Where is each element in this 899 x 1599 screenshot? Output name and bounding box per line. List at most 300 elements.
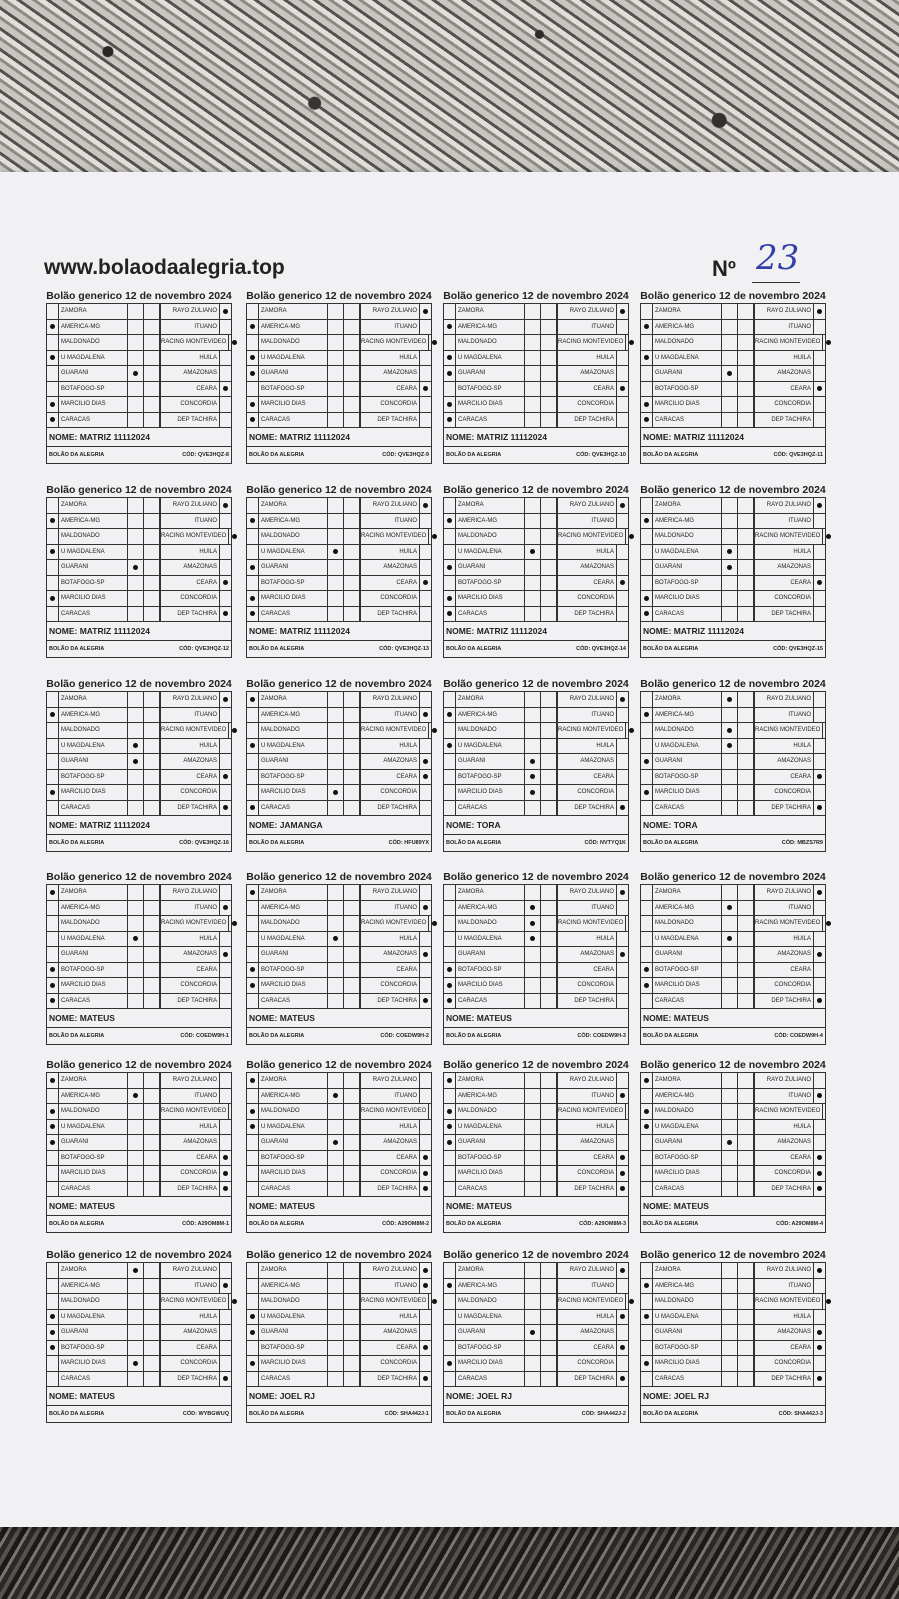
away-pick-cell[interactable] xyxy=(814,1089,825,1104)
home-pick-cell[interactable] xyxy=(444,1089,455,1104)
away-pick-cell[interactable] xyxy=(220,320,231,335)
draw-pick-cell[interactable] xyxy=(525,1279,541,1294)
draw-pick-cell[interactable] xyxy=(525,994,541,1009)
draw-pick-cell[interactable] xyxy=(328,916,344,931)
home-pick-cell[interactable] xyxy=(47,963,58,978)
home-pick-cell[interactable] xyxy=(247,770,258,785)
draw-pick-cell[interactable] xyxy=(328,366,344,381)
home-pick-cell[interactable] xyxy=(47,754,58,769)
draw-pick-cell[interactable] xyxy=(722,708,738,723)
away-pick-cell[interactable] xyxy=(220,885,231,900)
away-pick-cell[interactable] xyxy=(814,1151,825,1166)
away-pick-cell[interactable] xyxy=(617,1073,628,1088)
draw-pick-cell[interactable] xyxy=(328,1073,344,1088)
draw-pick-cell[interactable] xyxy=(128,413,144,428)
home-pick-cell[interactable] xyxy=(47,739,58,754)
away-pick-cell[interactable] xyxy=(429,1104,440,1119)
draw-pick-cell[interactable] xyxy=(722,1325,738,1340)
home-pick-cell[interactable] xyxy=(247,1089,258,1104)
draw-pick-cell[interactable] xyxy=(722,366,738,381)
away-pick-cell[interactable] xyxy=(617,413,628,428)
draw-pick-cell[interactable] xyxy=(525,366,541,381)
away-pick-cell[interactable] xyxy=(814,320,825,335)
draw-pick-cell[interactable] xyxy=(128,304,144,319)
home-pick-cell[interactable] xyxy=(444,320,455,335)
away-pick-cell[interactable] xyxy=(220,978,231,993)
home-pick-cell[interactable] xyxy=(47,397,58,412)
away-pick-cell[interactable] xyxy=(626,1104,637,1119)
draw-pick-cell[interactable] xyxy=(722,692,738,707)
home-pick-cell[interactable] xyxy=(47,801,58,816)
draw-pick-cell[interactable] xyxy=(722,994,738,1009)
away-pick-cell[interactable] xyxy=(220,1356,231,1371)
draw-pick-cell[interactable] xyxy=(328,978,344,993)
away-pick-cell[interactable] xyxy=(617,963,628,978)
home-pick-cell[interactable] xyxy=(641,366,652,381)
away-pick-cell[interactable] xyxy=(617,754,628,769)
home-pick-cell[interactable] xyxy=(247,739,258,754)
draw-pick-cell[interactable] xyxy=(525,591,541,606)
draw-pick-cell[interactable] xyxy=(128,514,144,529)
home-pick-cell[interactable] xyxy=(641,351,652,366)
away-pick-cell[interactable] xyxy=(617,932,628,947)
away-pick-cell[interactable] xyxy=(617,382,628,397)
home-pick-cell[interactable] xyxy=(247,1356,258,1371)
draw-pick-cell[interactable] xyxy=(128,1294,144,1309)
home-pick-cell[interactable] xyxy=(641,320,652,335)
draw-pick-cell[interactable] xyxy=(525,413,541,428)
away-pick-cell[interactable] xyxy=(220,963,231,978)
away-pick-cell[interactable] xyxy=(814,1279,825,1294)
draw-pick-cell[interactable] xyxy=(328,801,344,816)
draw-pick-cell[interactable] xyxy=(128,397,144,412)
home-pick-cell[interactable] xyxy=(247,304,258,319)
draw-pick-cell[interactable] xyxy=(525,560,541,575)
away-pick-cell[interactable] xyxy=(814,413,825,428)
away-pick-cell[interactable] xyxy=(429,1294,440,1309)
draw-pick-cell[interactable] xyxy=(128,1263,144,1278)
away-pick-cell[interactable] xyxy=(420,885,431,900)
away-pick-cell[interactable] xyxy=(229,916,240,931)
away-pick-cell[interactable] xyxy=(220,397,231,412)
home-pick-cell[interactable] xyxy=(641,607,652,622)
draw-pick-cell[interactable] xyxy=(328,335,344,350)
draw-pick-cell[interactable] xyxy=(525,708,541,723)
away-pick-cell[interactable] xyxy=(420,692,431,707)
away-pick-cell[interactable] xyxy=(429,723,440,738)
home-pick-cell[interactable] xyxy=(444,723,455,738)
away-pick-cell[interactable] xyxy=(420,1166,431,1181)
draw-pick-cell[interactable] xyxy=(525,529,541,544)
draw-pick-cell[interactable] xyxy=(328,1089,344,1104)
away-pick-cell[interactable] xyxy=(617,591,628,606)
away-pick-cell[interactable] xyxy=(814,978,825,993)
draw-pick-cell[interactable] xyxy=(722,770,738,785)
home-pick-cell[interactable] xyxy=(641,1166,652,1181)
draw-pick-cell[interactable] xyxy=(128,932,144,947)
away-pick-cell[interactable] xyxy=(814,1325,825,1340)
draw-pick-cell[interactable] xyxy=(722,1356,738,1371)
away-pick-cell[interactable] xyxy=(220,514,231,529)
home-pick-cell[interactable] xyxy=(247,498,258,513)
draw-pick-cell[interactable] xyxy=(328,413,344,428)
draw-pick-cell[interactable] xyxy=(128,770,144,785)
home-pick-cell[interactable] xyxy=(47,916,58,931)
away-pick-cell[interactable] xyxy=(429,916,440,931)
draw-pick-cell[interactable] xyxy=(128,498,144,513)
home-pick-cell[interactable] xyxy=(444,978,455,993)
home-pick-cell[interactable] xyxy=(444,576,455,591)
away-pick-cell[interactable] xyxy=(420,901,431,916)
away-pick-cell[interactable] xyxy=(420,978,431,993)
draw-pick-cell[interactable] xyxy=(722,932,738,947)
away-pick-cell[interactable] xyxy=(220,1073,231,1088)
away-pick-cell[interactable] xyxy=(626,1294,637,1309)
away-pick-cell[interactable] xyxy=(617,1341,628,1356)
away-pick-cell[interactable] xyxy=(617,885,628,900)
home-pick-cell[interactable] xyxy=(444,607,455,622)
away-pick-cell[interactable] xyxy=(220,560,231,575)
home-pick-cell[interactable] xyxy=(641,1089,652,1104)
home-pick-cell[interactable] xyxy=(247,1310,258,1325)
home-pick-cell[interactable] xyxy=(47,1104,58,1119)
away-pick-cell[interactable] xyxy=(617,1310,628,1325)
home-pick-cell[interactable] xyxy=(444,1151,455,1166)
away-pick-cell[interactable] xyxy=(220,754,231,769)
home-pick-cell[interactable] xyxy=(47,770,58,785)
away-pick-cell[interactable] xyxy=(420,770,431,785)
draw-pick-cell[interactable] xyxy=(128,947,144,962)
home-pick-cell[interactable] xyxy=(444,1356,455,1371)
draw-pick-cell[interactable] xyxy=(722,947,738,962)
away-pick-cell[interactable] xyxy=(220,366,231,381)
draw-pick-cell[interactable] xyxy=(128,1120,144,1135)
home-pick-cell[interactable] xyxy=(641,514,652,529)
draw-pick-cell[interactable] xyxy=(722,413,738,428)
away-pick-cell[interactable] xyxy=(220,1310,231,1325)
away-pick-cell[interactable] xyxy=(220,576,231,591)
draw-pick-cell[interactable] xyxy=(328,560,344,575)
home-pick-cell[interactable] xyxy=(47,351,58,366)
draw-pick-cell[interactable] xyxy=(525,1356,541,1371)
home-pick-cell[interactable] xyxy=(641,1073,652,1088)
away-pick-cell[interactable] xyxy=(220,545,231,560)
home-pick-cell[interactable] xyxy=(444,529,455,544)
away-pick-cell[interactable] xyxy=(814,932,825,947)
home-pick-cell[interactable] xyxy=(444,1120,455,1135)
draw-pick-cell[interactable] xyxy=(525,1104,541,1119)
home-pick-cell[interactable] xyxy=(444,351,455,366)
home-pick-cell[interactable] xyxy=(247,1135,258,1150)
draw-pick-cell[interactable] xyxy=(722,304,738,319)
draw-pick-cell[interactable] xyxy=(525,304,541,319)
away-pick-cell[interactable] xyxy=(229,723,240,738)
away-pick-cell[interactable] xyxy=(617,1279,628,1294)
home-pick-cell[interactable] xyxy=(444,901,455,916)
away-pick-cell[interactable] xyxy=(617,560,628,575)
draw-pick-cell[interactable] xyxy=(128,1166,144,1181)
home-pick-cell[interactable] xyxy=(247,754,258,769)
draw-pick-cell[interactable] xyxy=(722,382,738,397)
away-pick-cell[interactable] xyxy=(814,545,825,560)
away-pick-cell[interactable] xyxy=(814,1073,825,1088)
draw-pick-cell[interactable] xyxy=(525,901,541,916)
away-pick-cell[interactable] xyxy=(814,498,825,513)
away-pick-cell[interactable] xyxy=(220,1166,231,1181)
draw-pick-cell[interactable] xyxy=(328,885,344,900)
draw-pick-cell[interactable] xyxy=(128,1104,144,1119)
draw-pick-cell[interactable] xyxy=(328,692,344,707)
draw-pick-cell[interactable] xyxy=(328,1182,344,1197)
home-pick-cell[interactable] xyxy=(247,545,258,560)
away-pick-cell[interactable] xyxy=(220,1263,231,1278)
draw-pick-cell[interactable] xyxy=(328,397,344,412)
home-pick-cell[interactable] xyxy=(641,708,652,723)
home-pick-cell[interactable] xyxy=(641,498,652,513)
home-pick-cell[interactable] xyxy=(47,708,58,723)
away-pick-cell[interactable] xyxy=(420,1341,431,1356)
away-pick-cell[interactable] xyxy=(229,335,240,350)
home-pick-cell[interactable] xyxy=(444,801,455,816)
draw-pick-cell[interactable] xyxy=(722,978,738,993)
home-pick-cell[interactable] xyxy=(47,560,58,575)
away-pick-cell[interactable] xyxy=(420,576,431,591)
draw-pick-cell[interactable] xyxy=(722,1341,738,1356)
away-pick-cell[interactable] xyxy=(814,1356,825,1371)
home-pick-cell[interactable] xyxy=(641,947,652,962)
draw-pick-cell[interactable] xyxy=(525,1151,541,1166)
away-pick-cell[interactable] xyxy=(814,351,825,366)
away-pick-cell[interactable] xyxy=(814,560,825,575)
draw-pick-cell[interactable] xyxy=(525,692,541,707)
away-pick-cell[interactable] xyxy=(617,576,628,591)
home-pick-cell[interactable] xyxy=(247,1341,258,1356)
home-pick-cell[interactable] xyxy=(47,529,58,544)
away-pick-cell[interactable] xyxy=(420,320,431,335)
home-pick-cell[interactable] xyxy=(641,1372,652,1387)
away-pick-cell[interactable] xyxy=(420,413,431,428)
away-pick-cell[interactable] xyxy=(814,801,825,816)
draw-pick-cell[interactable] xyxy=(525,1135,541,1150)
away-pick-cell[interactable] xyxy=(229,529,240,544)
draw-pick-cell[interactable] xyxy=(525,607,541,622)
away-pick-cell[interactable] xyxy=(220,382,231,397)
away-pick-cell[interactable] xyxy=(617,498,628,513)
draw-pick-cell[interactable] xyxy=(128,723,144,738)
home-pick-cell[interactable] xyxy=(444,708,455,723)
home-pick-cell[interactable] xyxy=(641,591,652,606)
home-pick-cell[interactable] xyxy=(47,785,58,800)
draw-pick-cell[interactable] xyxy=(525,770,541,785)
away-pick-cell[interactable] xyxy=(420,1151,431,1166)
home-pick-cell[interactable] xyxy=(247,382,258,397)
draw-pick-cell[interactable] xyxy=(328,1166,344,1181)
home-pick-cell[interactable] xyxy=(47,1310,58,1325)
home-pick-cell[interactable] xyxy=(444,947,455,962)
home-pick-cell[interactable] xyxy=(47,591,58,606)
draw-pick-cell[interactable] xyxy=(128,754,144,769)
draw-pick-cell[interactable] xyxy=(722,1089,738,1104)
away-pick-cell[interactable] xyxy=(220,1325,231,1340)
home-pick-cell[interactable] xyxy=(247,560,258,575)
away-pick-cell[interactable] xyxy=(420,304,431,319)
home-pick-cell[interactable] xyxy=(47,947,58,962)
home-pick-cell[interactable] xyxy=(247,978,258,993)
away-pick-cell[interactable] xyxy=(220,413,231,428)
home-pick-cell[interactable] xyxy=(247,708,258,723)
away-pick-cell[interactable] xyxy=(823,1294,834,1309)
home-pick-cell[interactable] xyxy=(444,1372,455,1387)
home-pick-cell[interactable] xyxy=(247,320,258,335)
away-pick-cell[interactable] xyxy=(814,514,825,529)
away-pick-cell[interactable] xyxy=(617,607,628,622)
away-pick-cell[interactable] xyxy=(626,916,637,931)
home-pick-cell[interactable] xyxy=(641,1120,652,1135)
home-pick-cell[interactable] xyxy=(444,1279,455,1294)
home-pick-cell[interactable] xyxy=(641,754,652,769)
draw-pick-cell[interactable] xyxy=(722,607,738,622)
home-pick-cell[interactable] xyxy=(444,1104,455,1119)
away-pick-cell[interactable] xyxy=(823,529,834,544)
draw-pick-cell[interactable] xyxy=(722,901,738,916)
home-pick-cell[interactable] xyxy=(247,916,258,931)
draw-pick-cell[interactable] xyxy=(525,1310,541,1325)
home-pick-cell[interactable] xyxy=(247,885,258,900)
draw-pick-cell[interactable] xyxy=(328,723,344,738)
away-pick-cell[interactable] xyxy=(220,498,231,513)
away-pick-cell[interactable] xyxy=(220,591,231,606)
away-pick-cell[interactable] xyxy=(420,1279,431,1294)
draw-pick-cell[interactable] xyxy=(128,1073,144,1088)
away-pick-cell[interactable] xyxy=(617,770,628,785)
away-pick-cell[interactable] xyxy=(814,607,825,622)
home-pick-cell[interactable] xyxy=(247,1182,258,1197)
draw-pick-cell[interactable] xyxy=(128,1341,144,1356)
away-pick-cell[interactable] xyxy=(617,801,628,816)
draw-pick-cell[interactable] xyxy=(328,770,344,785)
home-pick-cell[interactable] xyxy=(641,1341,652,1356)
home-pick-cell[interactable] xyxy=(444,545,455,560)
draw-pick-cell[interactable] xyxy=(525,785,541,800)
away-pick-cell[interactable] xyxy=(420,1372,431,1387)
draw-pick-cell[interactable] xyxy=(328,1104,344,1119)
home-pick-cell[interactable] xyxy=(247,335,258,350)
home-pick-cell[interactable] xyxy=(641,932,652,947)
home-pick-cell[interactable] xyxy=(47,723,58,738)
draw-pick-cell[interactable] xyxy=(128,591,144,606)
home-pick-cell[interactable] xyxy=(247,591,258,606)
home-pick-cell[interactable] xyxy=(247,1294,258,1309)
home-pick-cell[interactable] xyxy=(247,366,258,381)
away-pick-cell[interactable] xyxy=(617,304,628,319)
away-pick-cell[interactable] xyxy=(420,1120,431,1135)
home-pick-cell[interactable] xyxy=(247,801,258,816)
home-pick-cell[interactable] xyxy=(641,413,652,428)
draw-pick-cell[interactable] xyxy=(525,1120,541,1135)
home-pick-cell[interactable] xyxy=(47,1372,58,1387)
home-pick-cell[interactable] xyxy=(47,1182,58,1197)
home-pick-cell[interactable] xyxy=(641,1294,652,1309)
draw-pick-cell[interactable] xyxy=(128,545,144,560)
home-pick-cell[interactable] xyxy=(444,1263,455,1278)
home-pick-cell[interactable] xyxy=(47,994,58,1009)
home-pick-cell[interactable] xyxy=(444,1073,455,1088)
away-pick-cell[interactable] xyxy=(220,1341,231,1356)
draw-pick-cell[interactable] xyxy=(525,754,541,769)
home-pick-cell[interactable] xyxy=(641,1151,652,1166)
home-pick-cell[interactable] xyxy=(444,770,455,785)
away-pick-cell[interactable] xyxy=(814,1310,825,1325)
draw-pick-cell[interactable] xyxy=(722,335,738,350)
home-pick-cell[interactable] xyxy=(641,1310,652,1325)
home-pick-cell[interactable] xyxy=(641,1135,652,1150)
away-pick-cell[interactable] xyxy=(220,947,231,962)
draw-pick-cell[interactable] xyxy=(328,1341,344,1356)
home-pick-cell[interactable] xyxy=(47,1151,58,1166)
away-pick-cell[interactable] xyxy=(814,770,825,785)
draw-pick-cell[interactable] xyxy=(128,576,144,591)
draw-pick-cell[interactable] xyxy=(128,1089,144,1104)
away-pick-cell[interactable] xyxy=(617,785,628,800)
away-pick-cell[interactable] xyxy=(814,994,825,1009)
home-pick-cell[interactable] xyxy=(641,916,652,931)
away-pick-cell[interactable] xyxy=(420,1073,431,1088)
home-pick-cell[interactable] xyxy=(47,320,58,335)
draw-pick-cell[interactable] xyxy=(328,1135,344,1150)
away-pick-cell[interactable] xyxy=(617,397,628,412)
draw-pick-cell[interactable] xyxy=(328,1120,344,1135)
home-pick-cell[interactable] xyxy=(247,932,258,947)
home-pick-cell[interactable] xyxy=(47,1341,58,1356)
draw-pick-cell[interactable] xyxy=(525,723,541,738)
away-pick-cell[interactable] xyxy=(814,1372,825,1387)
away-pick-cell[interactable] xyxy=(220,801,231,816)
home-pick-cell[interactable] xyxy=(444,366,455,381)
home-pick-cell[interactable] xyxy=(444,754,455,769)
home-pick-cell[interactable] xyxy=(641,397,652,412)
away-pick-cell[interactable] xyxy=(220,304,231,319)
draw-pick-cell[interactable] xyxy=(525,916,541,931)
draw-pick-cell[interactable] xyxy=(722,963,738,978)
draw-pick-cell[interactable] xyxy=(328,785,344,800)
draw-pick-cell[interactable] xyxy=(525,1263,541,1278)
draw-pick-cell[interactable] xyxy=(722,576,738,591)
draw-pick-cell[interactable] xyxy=(525,1341,541,1356)
draw-pick-cell[interactable] xyxy=(128,529,144,544)
home-pick-cell[interactable] xyxy=(247,1104,258,1119)
draw-pick-cell[interactable] xyxy=(722,754,738,769)
draw-pick-cell[interactable] xyxy=(328,1310,344,1325)
home-pick-cell[interactable] xyxy=(444,1341,455,1356)
home-pick-cell[interactable] xyxy=(247,529,258,544)
home-pick-cell[interactable] xyxy=(641,770,652,785)
home-pick-cell[interactable] xyxy=(247,1073,258,1088)
draw-pick-cell[interactable] xyxy=(328,1279,344,1294)
away-pick-cell[interactable] xyxy=(220,994,231,1009)
draw-pick-cell[interactable] xyxy=(525,576,541,591)
draw-pick-cell[interactable] xyxy=(328,382,344,397)
home-pick-cell[interactable] xyxy=(444,932,455,947)
draw-pick-cell[interactable] xyxy=(328,320,344,335)
home-pick-cell[interactable] xyxy=(444,1310,455,1325)
home-pick-cell[interactable] xyxy=(444,335,455,350)
away-pick-cell[interactable] xyxy=(617,351,628,366)
draw-pick-cell[interactable] xyxy=(722,916,738,931)
home-pick-cell[interactable] xyxy=(444,397,455,412)
draw-pick-cell[interactable] xyxy=(722,545,738,560)
draw-pick-cell[interactable] xyxy=(722,1151,738,1166)
draw-pick-cell[interactable] xyxy=(128,1356,144,1371)
